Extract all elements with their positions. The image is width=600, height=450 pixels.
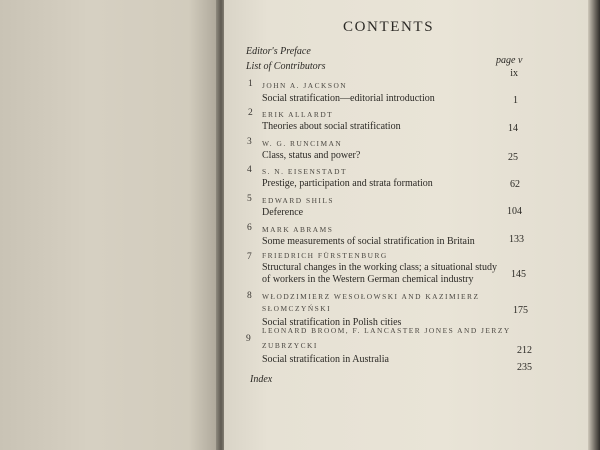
entry-number: 1 — [248, 79, 253, 89]
entry-number: 9 — [246, 334, 251, 344]
entry-author: ERIK ALLARDT — [262, 110, 334, 119]
entry-number: 5 — [247, 194, 252, 204]
entry-page: 1 — [513, 95, 518, 106]
contributors-page: ix — [510, 68, 518, 79]
entry-author: EDWARD SHILS — [262, 196, 334, 205]
entry-title: Social stratification in Australia — [262, 354, 389, 365]
entry-number: 8 — [247, 291, 252, 301]
entry-author-line: SŁOMCZYŃSKI — [262, 304, 332, 313]
entry-title-line: of workers in the Western German chemical industry — [262, 274, 474, 285]
entry-number: 6 — [247, 223, 252, 233]
contributors-label: List of Contributors — [246, 61, 326, 72]
index-label: Index — [250, 374, 273, 385]
entry-title: Some measurements of social stratification in Britain — [262, 236, 475, 247]
entry-author-line: LEONARD BROOM, F. LANCASTER JONES AND JERZY — [262, 326, 511, 335]
entry-page: 175 — [513, 305, 528, 316]
entry-author-line: WŁODZIMIERZ WESOŁOWSKI AND KAZIMIERZ — [262, 292, 480, 301]
entry-page: 104 — [507, 206, 522, 217]
entry-page: 145 — [511, 269, 526, 280]
entry-number: 2 — [248, 108, 253, 118]
entry-title: Social stratification—editorial introduction — [262, 93, 435, 104]
entry-page: 212 — [517, 345, 532, 356]
page-edge — [588, 0, 600, 450]
entry-author: S. N. EISENSTADT — [262, 167, 347, 176]
entry-author: FRIEDRICH FÜRSTENBURG — [262, 251, 388, 260]
editors-preface-page: page v — [496, 55, 523, 66]
entry-number: 4 — [247, 165, 252, 175]
entry-page: 133 — [509, 234, 524, 245]
entry-title-line: Structural changes in the working class; a situational study — [262, 262, 497, 273]
entry-page: 25 — [508, 152, 518, 163]
entry-author-line: ZUBRZYCKI — [262, 341, 318, 350]
contents-heading: CONTENTS — [343, 19, 435, 35]
entry-title: Class, status and power? — [262, 150, 361, 161]
entry-title: Deference — [262, 207, 304, 218]
entry-number: 7 — [247, 252, 252, 262]
entry-page: 14 — [508, 123, 518, 134]
entry-title: Social stratification in Polish cities — [262, 317, 402, 328]
left-page — [0, 0, 222, 450]
entry-page: 62 — [510, 179, 520, 190]
entry-number: 3 — [247, 137, 252, 147]
index-page: 235 — [517, 362, 532, 373]
entry-author: MARK ABRAMS — [262, 225, 334, 234]
entry-title: Prestige, participation and strata formation — [262, 178, 433, 189]
entry-author: W. G. RUNCIMAN — [262, 139, 343, 148]
entry-title: Theories about social stratification — [262, 121, 401, 132]
entry-author: JOHN A. JACKSON — [262, 81, 348, 90]
editors-preface-label: Editor's Preface — [246, 46, 311, 57]
